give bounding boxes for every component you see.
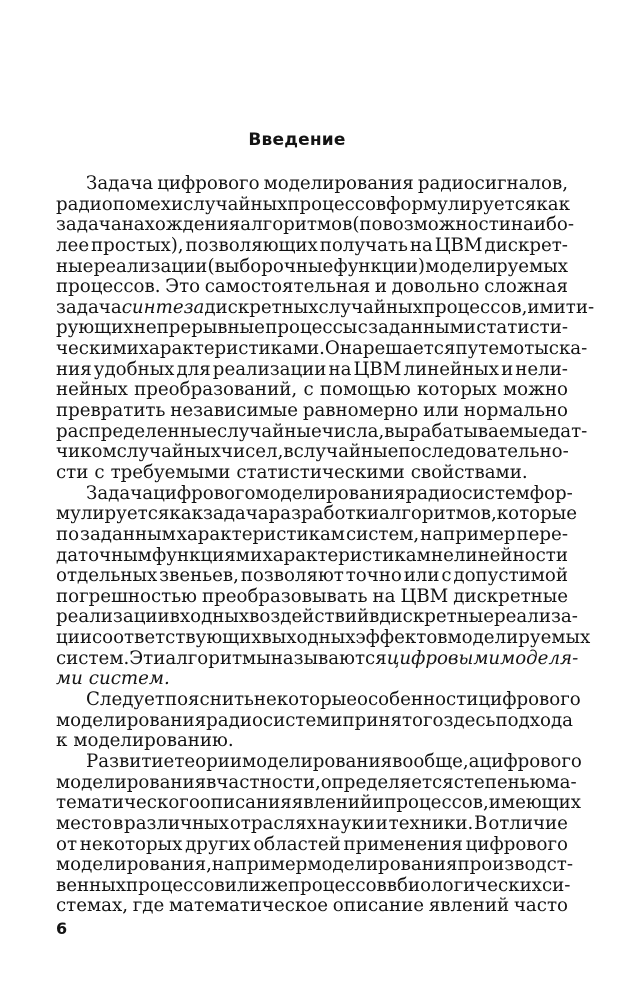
word: явлений: [291, 792, 373, 814]
word: погрешностью: [56, 585, 197, 607]
word: нели-: [515, 358, 568, 380]
word: радиосигналов,: [417, 173, 568, 194]
paragraph: [56, 689, 581, 752]
page-number: 6: [56, 919, 68, 938]
word: отличие: [488, 812, 568, 834]
text-line: [56, 606, 578, 628]
word: областей: [253, 833, 341, 855]
text-line: [56, 566, 568, 587]
word: (выборочные: [207, 255, 334, 277]
word: подхода: [495, 709, 573, 731]
word: получать: [319, 234, 408, 256]
word: моделирования,: [56, 854, 212, 876]
word: тематического: [56, 792, 200, 814]
text-line: [56, 442, 568, 463]
word: других: [185, 833, 251, 855]
word: моделирования: [56, 771, 207, 793]
word: выходных: [261, 627, 356, 649]
word: или: [423, 400, 459, 422]
word: степенью: [453, 771, 546, 793]
text-line: [56, 689, 581, 711]
word: и: [375, 812, 388, 834]
text-line: [56, 709, 573, 732]
word: которых: [417, 379, 497, 401]
word: алгоритмов,: [378, 503, 497, 525]
word: В: [474, 812, 488, 834]
paragraph: [56, 173, 595, 484]
word: случайные: [293, 441, 399, 463]
word: свойствами.: [410, 461, 528, 483]
word: задача: [56, 296, 122, 318]
word: формулируется: [386, 193, 537, 215]
word: на: [409, 234, 433, 256]
text-line: [56, 338, 588, 360]
word: путем: [455, 338, 514, 360]
word: радиосистем: [206, 709, 331, 731]
word: равномерно: [302, 400, 419, 422]
word: соответствующих: [91, 627, 262, 649]
word: статисти-: [476, 317, 568, 339]
word: сложная: [484, 276, 568, 298]
text-line: [56, 750, 582, 773]
word: дискретные: [453, 585, 568, 607]
word: входных: [169, 606, 250, 628]
text-line: [56, 277, 568, 298]
word: некоторые: [253, 689, 358, 711]
word: удобных: [93, 358, 175, 380]
word: и: [250, 544, 263, 566]
text-line: [56, 503, 578, 525]
word: нахождения: [121, 214, 241, 236]
word: особенности: [357, 689, 479, 711]
word: задача: [202, 503, 269, 525]
word: систем,: [345, 523, 420, 545]
word: нейных: [56, 379, 128, 401]
word: случайных: [318, 296, 423, 318]
word: Эти: [129, 647, 166, 669]
text-line: [56, 401, 568, 422]
word: и: [330, 709, 343, 731]
text-line: [56, 257, 568, 278]
word: чиком: [56, 441, 117, 463]
word: воздействий: [249, 606, 370, 628]
word: Это: [165, 276, 201, 298]
word: дат-: [549, 420, 588, 442]
word: применения: [343, 833, 463, 855]
word: систем.: [88, 668, 170, 690]
word: ния: [56, 358, 92, 380]
text-line: [56, 463, 568, 484]
word: моделирования: [56, 709, 207, 731]
word: самостоятельная: [204, 276, 371, 298]
word: принятого: [342, 709, 444, 731]
word: заданными: [368, 317, 476, 339]
word: стемах,: [56, 895, 129, 917]
word: теории: [174, 750, 242, 772]
word: характеристиками.: [138, 338, 325, 360]
word: даточным: [56, 544, 152, 566]
word: цифрового: [465, 833, 568, 855]
word: цифрового: [479, 750, 582, 772]
word: процессов: [125, 874, 225, 896]
word: Задача: [86, 173, 154, 194]
word: которые: [496, 503, 578, 525]
word: где: [132, 895, 165, 917]
word: возможности: [382, 214, 511, 236]
word: в: [369, 606, 380, 628]
word: Развитие: [86, 750, 175, 772]
word: заданным: [80, 523, 176, 545]
paragraph: [56, 482, 591, 690]
word: различных: [124, 812, 230, 834]
text-line: [56, 874, 571, 897]
word: ЦВМ: [400, 585, 449, 607]
word: довольно: [391, 276, 480, 298]
word: на: [328, 358, 352, 380]
word: эффектов: [355, 627, 448, 649]
text-line: [56, 360, 568, 381]
word: точно: [345, 565, 402, 587]
word: звеньев,: [159, 565, 239, 587]
word: моделированию.: [73, 730, 234, 752]
word: сти: [56, 461, 89, 483]
word: ЦВМ: [353, 358, 402, 380]
word: моделирования: [255, 482, 406, 504]
word: процессов.: [56, 276, 161, 298]
word: процессов: [287, 193, 387, 215]
word: случайных: [183, 193, 288, 215]
word: ми: [56, 668, 83, 690]
word: имити-: [527, 296, 595, 318]
word: рующих: [56, 317, 134, 339]
word: описание: [332, 895, 425, 917]
word: реализации: [93, 255, 208, 277]
word: непрерывные: [133, 317, 265, 339]
word: моделирования: [307, 854, 458, 876]
word: от: [56, 833, 78, 855]
text-line: [56, 214, 575, 236]
word: на: [372, 585, 396, 607]
word: вообще,: [392, 750, 469, 772]
word: характеристикам: [262, 544, 431, 566]
text-line: [56, 814, 568, 835]
word: процессов: [288, 874, 387, 896]
word: линейных: [403, 358, 499, 380]
word: с: [441, 565, 452, 587]
word: с: [357, 317, 368, 339]
word: Следует: [86, 689, 165, 711]
word: часто: [513, 895, 568, 917]
word: цифровыми: [386, 647, 501, 669]
word: синтеза: [121, 296, 205, 318]
word: случайные: [216, 420, 322, 442]
word: решается: [362, 338, 456, 360]
word: некоторых: [79, 833, 183, 855]
word: например: [211, 854, 308, 876]
word: мулируется: [56, 503, 170, 525]
word: систем.: [56, 647, 130, 669]
word: наибо-: [510, 214, 575, 236]
word: явлений: [428, 895, 510, 917]
word: характеристикам: [176, 523, 345, 545]
word: преобразовывать: [201, 585, 368, 607]
word: допустимой: [453, 565, 568, 587]
word: си-: [541, 874, 571, 896]
word: ческими: [56, 338, 139, 360]
word: моделируемых: [447, 627, 591, 649]
word: имеющих: [488, 792, 581, 814]
word: или: [403, 565, 440, 587]
word: с: [303, 379, 314, 401]
word: позволяющих: [185, 234, 318, 256]
text-line: [56, 771, 577, 794]
word: нормально: [463, 400, 568, 422]
word: моделя-: [500, 647, 579, 669]
word: и: [501, 358, 514, 380]
text-line: [56, 525, 568, 546]
text-line: [56, 669, 568, 690]
word: случайных: [116, 441, 221, 463]
word: вырабатываемые: [384, 420, 550, 442]
word: можно: [503, 379, 568, 401]
word: же: [260, 874, 289, 896]
text-line: [56, 195, 568, 216]
word: реализации: [212, 358, 327, 380]
word: пояснить: [164, 689, 254, 711]
word: требуемыми: [110, 461, 231, 483]
word: лее: [56, 234, 90, 256]
word: математическое: [169, 895, 329, 917]
word: описания: [199, 792, 292, 814]
word: цифрового: [478, 689, 581, 711]
word: в: [386, 874, 398, 896]
text-line: [56, 546, 568, 567]
word: ные: [56, 255, 94, 277]
text-line: [56, 731, 568, 752]
word: числа,: [321, 420, 385, 442]
word: нелинейности: [430, 544, 568, 566]
word: распределенные: [56, 420, 217, 442]
word: ма-: [545, 771, 577, 793]
word: (по: [352, 214, 383, 236]
word: ции: [56, 627, 92, 649]
word: радиосистем: [405, 482, 530, 504]
word: радиопомех: [56, 193, 171, 215]
word: превратить: [56, 400, 166, 422]
word: как: [169, 503, 203, 525]
text-line: [56, 647, 579, 670]
text-line: [56, 380, 568, 401]
word: отдельных: [56, 565, 158, 587]
word: простых),: [91, 234, 184, 256]
word: дискрет-: [484, 234, 568, 256]
text-line: [56, 792, 581, 814]
word: Задача: [86, 482, 154, 504]
word: независимые: [170, 400, 298, 422]
word: в: [112, 812, 124, 834]
text-line: [56, 627, 591, 649]
word: как: [536, 193, 570, 215]
word: отыска-: [513, 338, 588, 360]
word: и: [374, 276, 387, 298]
word: процессов,: [422, 296, 528, 318]
word: процессов,: [384, 792, 489, 814]
word: помощью: [319, 379, 411, 401]
word: алгоритмов: [240, 214, 353, 236]
text-line: [56, 296, 595, 319]
word: для: [176, 358, 211, 380]
word: цифрового: [157, 173, 260, 194]
word: пере-: [516, 523, 568, 545]
word: фор-: [529, 482, 573, 504]
text-line: [56, 587, 568, 608]
word: а: [468, 750, 480, 772]
word: алгоритмы: [165, 647, 271, 669]
word: последовательно-: [398, 441, 569, 463]
word: науки: [317, 812, 375, 834]
word: реализации: [56, 606, 170, 628]
word: Она: [324, 338, 363, 360]
word: моделирования: [241, 750, 393, 772]
text-line: [56, 236, 568, 257]
word: здесь: [443, 709, 496, 731]
word: позволяют: [240, 565, 344, 587]
word: статистическими: [236, 461, 405, 483]
word: венных: [56, 874, 126, 896]
text-line: [56, 174, 568, 195]
word: и: [171, 193, 184, 215]
word: отраслях: [229, 812, 317, 834]
word: моделирования: [263, 173, 414, 194]
word: преобразований,: [134, 379, 298, 401]
word: производст-: [457, 854, 574, 876]
word: и: [372, 792, 385, 814]
body-text: [56, 173, 595, 917]
text-line: [56, 835, 568, 856]
word: задача: [56, 214, 122, 236]
text-line: [56, 854, 574, 876]
word: частности,: [216, 771, 321, 793]
word: дискретные: [379, 606, 495, 628]
word: по: [56, 523, 80, 545]
word: или: [224, 874, 261, 896]
word: функциям: [152, 544, 250, 566]
word: процессы: [265, 317, 358, 339]
word: место: [56, 812, 113, 834]
word: например: [420, 523, 516, 545]
word: называются: [270, 647, 387, 669]
text-line: [56, 420, 588, 443]
word: к: [56, 730, 68, 752]
word: в: [206, 771, 217, 793]
text-line: [56, 896, 568, 917]
section-heading: Введение: [248, 130, 346, 150]
word: биологических: [397, 874, 542, 896]
word: цифрового: [153, 482, 256, 504]
word: разработки: [268, 503, 379, 525]
word: ЦВМ: [434, 234, 483, 256]
word: функции): [333, 255, 425, 277]
word: техники.: [388, 812, 474, 834]
text-line: [56, 482, 573, 505]
word: моделируемых: [425, 255, 568, 277]
paragraph: [56, 750, 582, 917]
word: определяется: [320, 771, 454, 793]
word: реализа-: [494, 606, 578, 628]
word: с: [94, 461, 105, 483]
word: чисел,: [220, 441, 284, 463]
word: дискретных: [204, 296, 319, 318]
text-line: [56, 318, 568, 339]
word: в: [283, 441, 294, 463]
